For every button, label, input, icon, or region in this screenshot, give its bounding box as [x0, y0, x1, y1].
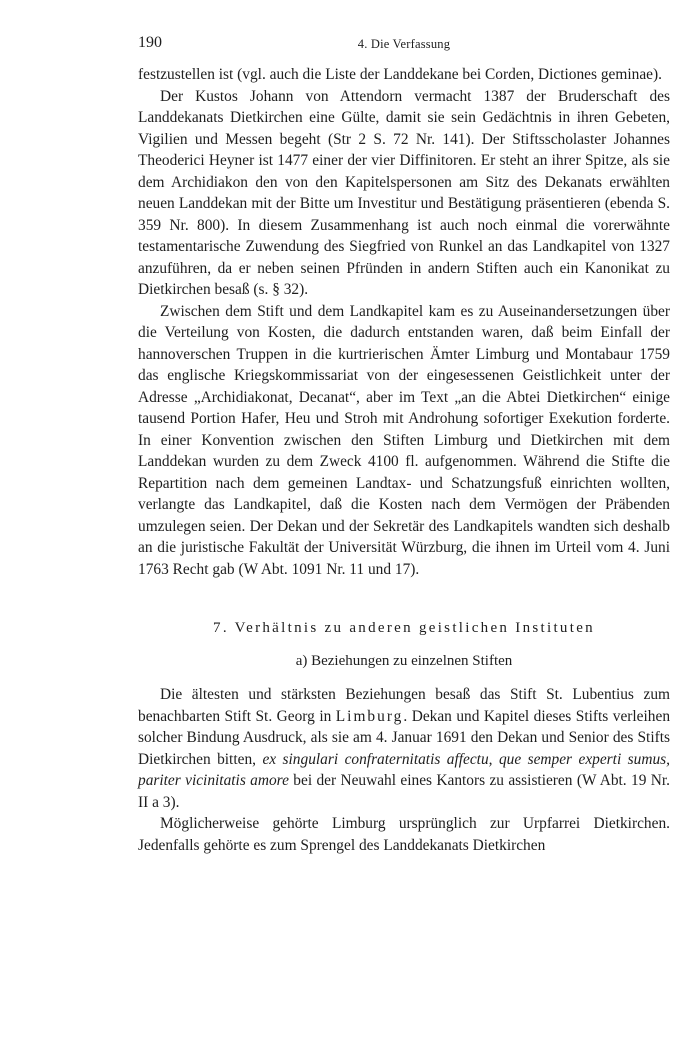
paragraph-4-text-b: . Dekan und Kapitel dieses Stifts verleihen solcher Bindung Ausdruck, als sie am 4. Januar 1691 den Dekan und Senior des Stifts Dietkirchen bitten, — [138, 707, 671, 768]
page-header — [138, 24, 670, 50]
page-number: 190 — [138, 34, 162, 51]
running-head: 4. Die Verfassung — [357, 37, 451, 51]
book-page — [138, 24, 670, 856]
latin-quotation: ex singulari confraternitatis affectu, que semper experti sumus, pariter vicinitatis amore — [138, 750, 670, 789]
paragraph-4 — [138, 684, 670, 813]
paragraph-2: Der Kustos Johann von Attendorn vermacht 1387 der Bruderschaft des Landdekanats Dietkirchen eine Gülte, damit sie sein Gedächtnis in ihren Gebeten, Vigilien und Messen begeht (Str 2 S. 72 Nr. 141). Der Stiftsscholaster Johannes Theoderici Heyner ist 1477 einer der vier Diffinitoren. Er steht an ihrer Spitze, als sie dem Archidiakon den von den Kapitelspersonen am Sitz des Dekanats erwählten neuen Landdekan mit der Bitte um Investitur und Bestätigung präsentieren (ebenda S. 359 Nr. 800). In diesem Zusammenhang ist auch noch einmal die vorerwähnte testamentarische Zuwendung des Siegfried von Runkel an das Landkapitel von 1327 anzuführen, da er neben seinen Pfründen in andern Stiften auch ein Kanonikat zu Dietkirchen besaß (s. § 32). — [138, 87, 670, 298]
paragraph-1: festzustellen ist (vgl. auch die Liste der Landdekane bei Corden, Dictiones geminae). — [138, 66, 662, 83]
paragraph-4-text-c: bei der Neuwahl eines Kantors zu assistieren (W Abt. 19 Nr. II a 3). — [138, 772, 670, 811]
paragraph-5: Möglicherweise gehörte Limburg ursprünglich zur Urpfarrei Dietkirchen. Jedenfalls gehörte es zum Sprengel des Landdekanats Dietkirchen — [138, 815, 670, 854]
subsection-heading: a) Beziehungen zu einzelnen Stiften — [295, 652, 513, 669]
section-heading: 7. Verhältnis zu anderen geistlichen Instituten — [213, 620, 595, 636]
paragraph-3: Zwischen dem Stift und dem Landkapitel kam es zu Auseinandersetzungen über die Verteilung von Kosten, die dadurch entstanden waren, daß beim Einfall der hannoverschen Truppen in die kurtrierischen Ämter Limburg und Montabaur 1759 das englische Kriegskommissariat von der eingesessenen Geistlichkeit unter der Adresse „Archidiakonat, Decanat“, aber im Text „an die Abtei Dietkirchen“ einige tausend Portion Hafer, Heu und Stroh mit Androhung sofortiger Exekution forderte. In einer Konvention zwischen den Stiften Limburg und Dietkirchen mit dem Landdekan wurden zu dem Zweck 4100 fl. aufgenommen. Während die Stifte die Repartition nach dem gemeinen Landtax- und Schatzungsfuß einrichten wollten, verlangte das Landkapitel, daß die Kosten nach dem Vermögen der Präbenden umzulegen seien. Der Dekan und der Sekretär des Landkapitels wandten sich deshalb an die juristische Fakultät der Universität Würzburg, die ihnen im Urteil vom 4. Juni 1763 Recht gab (W Abt. 1091 Nr. 11 und 17). — [138, 302, 670, 578]
paragraph-4-text-a: Die ältesten und stärksten Beziehungen besaß das Stift St. Lubentius zum benachbarten Stift St. Georg in — [138, 686, 670, 725]
place-name-limburg: Limburg — [335, 707, 404, 725]
